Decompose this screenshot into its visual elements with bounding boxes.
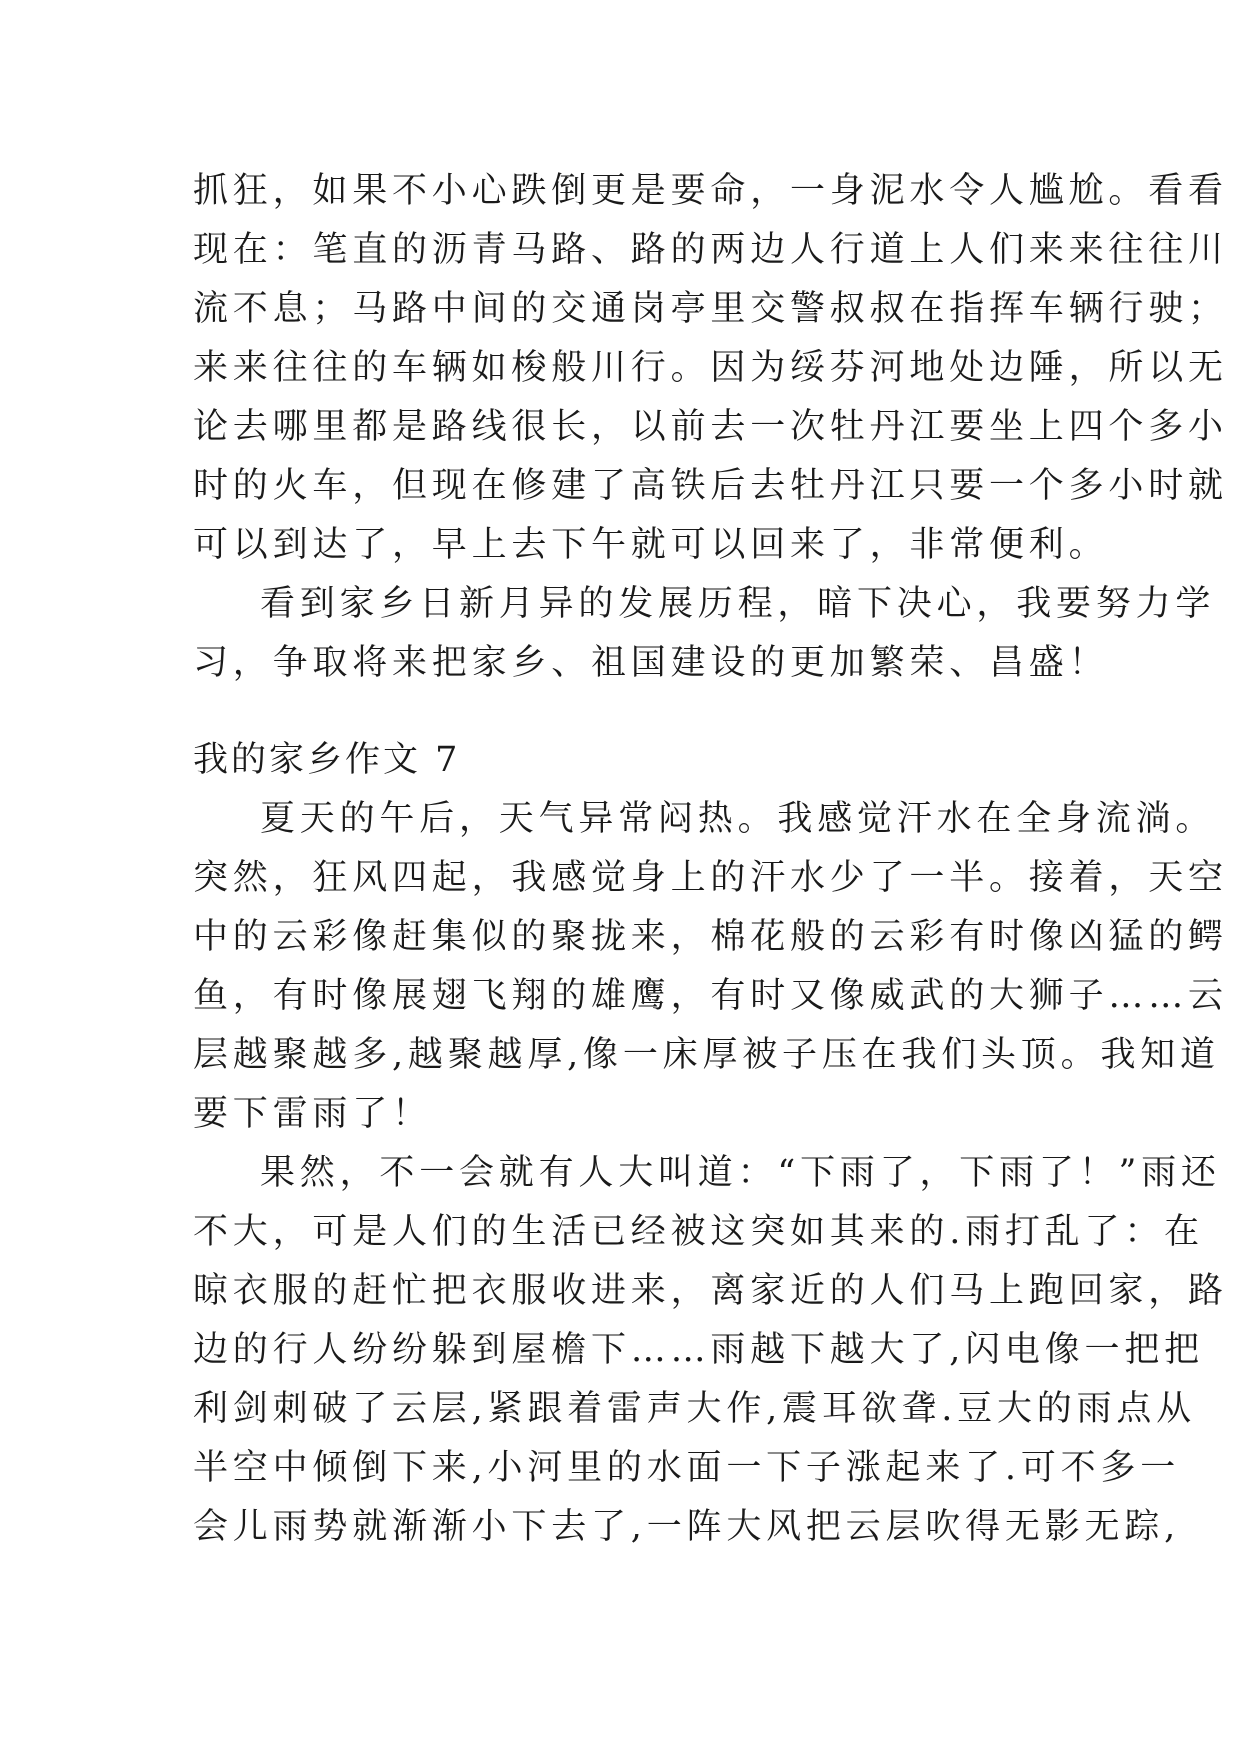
section-heading: 我的家乡作文 7 <box>193 740 461 780</box>
text-line: 时的火车，但现在修建了高铁后去牡丹江只要一个多小时就 <box>193 466 1228 506</box>
text-line: 层越聚越多,越聚越厚,像一床厚被子压在我们头顶。我知道 <box>193 1035 1220 1075</box>
text-line: 利剑刺破了云层,紧跟着雷声大作,震耳欲聋.豆大的雨点从 <box>193 1389 1196 1429</box>
text-line: 中的云彩像赶集似的聚拢来，棉花般的云彩有时像凶猛的鳄 <box>193 917 1228 957</box>
text-line: 要下雷雨了！ <box>193 1094 432 1134</box>
paragraph-start-line: 看到家乡日新月异的发展历程，暗下决心，我要努力学 <box>260 584 1216 624</box>
text-line: 会儿雨势就渐渐小下去了,一阵大风把云层吹得无影无踪, <box>193 1507 1181 1547</box>
text-line: 来来往往的车辆如梭般川行。因为绥芬河地处边陲，所以无 <box>193 348 1228 388</box>
text-line: 习，争取将来把家乡、祖国建设的更加繁荣、昌盛！ <box>193 643 1109 683</box>
paragraph-start-line: 夏天的午后，天气异常闷热。我感觉汗水在全身流淌。 <box>260 799 1216 839</box>
text-line: 边的行人纷纷躲到屋檐下……雨越下越大了,闪电像一把把 <box>193 1330 1204 1370</box>
text-line: 现在：笔直的沥青马路、路的两边人行道上人们来来往往川 <box>193 230 1228 270</box>
text-line: 不大，可是人们的生活已经被这突如其来的.雨打乱了：在 <box>193 1212 1204 1252</box>
text-line: 突然，狂风四起，我感觉身上的汗水少了一半。接着，天空 <box>193 858 1228 898</box>
text-line: 流不息；马路中间的交通岗亭里交警叔叔在指挥车辆行驶； <box>193 289 1228 329</box>
text-line: 论去哪里都是路线很长，以前去一次牡丹江要坐上四个多小 <box>193 407 1228 447</box>
text-line: 鱼，有时像展翅飞翔的雄鹰，有时又像威武的大狮子……云 <box>193 976 1228 1016</box>
text-line: 抓狂，如果不小心跌倒更是要命，一身泥水令人尴尬。看看 <box>193 171 1228 211</box>
text-line: 晾衣服的赶忙把衣服收进来，离家近的人们马上跑回家，路 <box>193 1271 1228 1311</box>
text-line: 半空中倾倒下来,小河里的水面一下子涨起来了.可不多一 <box>193 1448 1181 1488</box>
text-line: 可以到达了，早上去下午就可以回来了，非常便利。 <box>193 525 1109 565</box>
paragraph-start-line: 果然，不一会就有人大叫道：“下雨了，下雨了！”雨还 <box>260 1153 1221 1193</box>
